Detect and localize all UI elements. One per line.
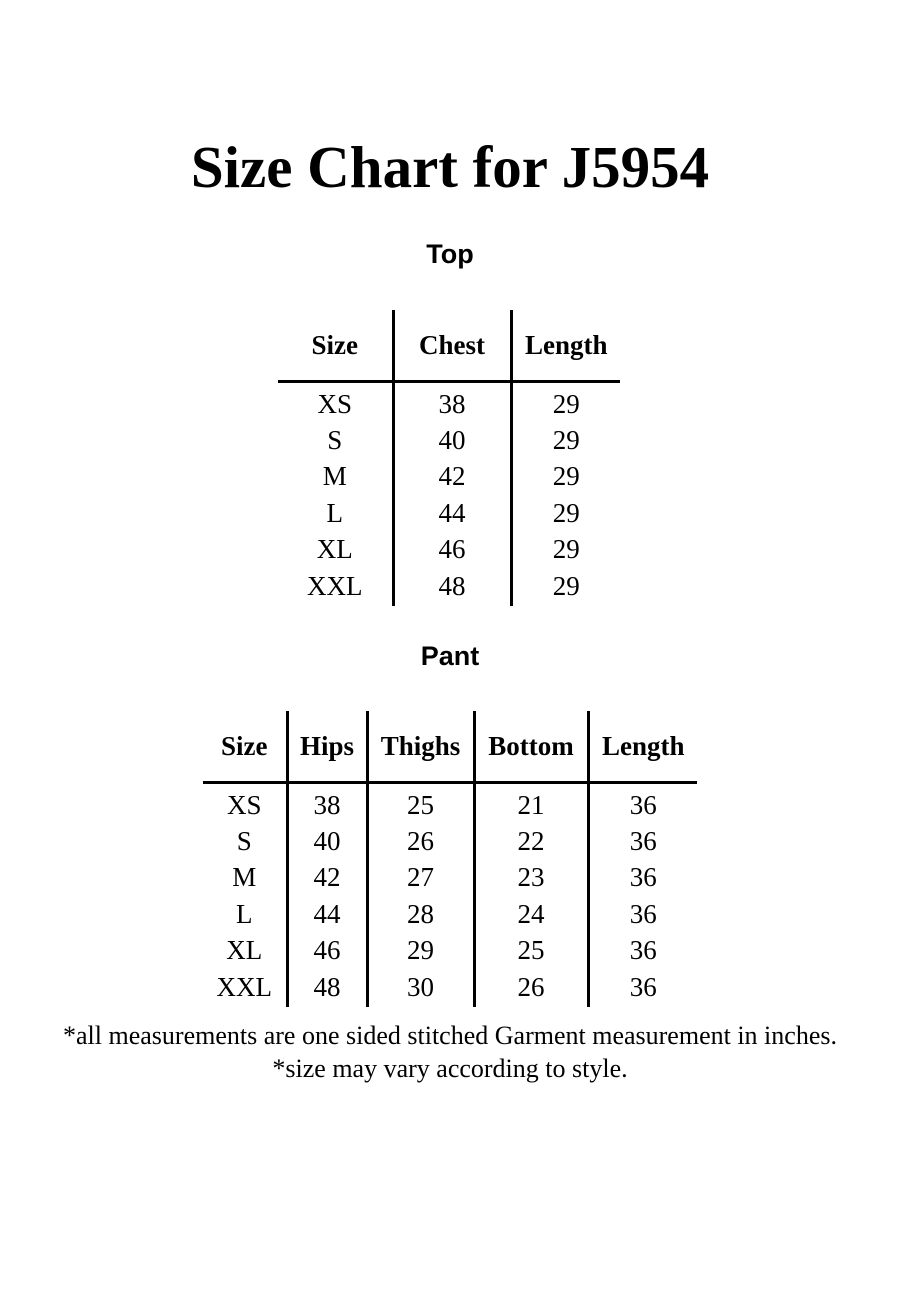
- hips-cell: 42: [287, 860, 367, 896]
- pant-section-title: Pant: [420, 641, 480, 671]
- length-cell: 36: [588, 896, 697, 932]
- chest-cell: 38: [393, 382, 511, 423]
- thighs-cell: 27: [367, 860, 474, 896]
- chest-cell: 42: [393, 459, 511, 495]
- table-header-row: [203, 711, 697, 783]
- column-header-thighs: Thighs: [367, 711, 474, 783]
- hips-cell: 44: [287, 896, 367, 932]
- size-cell: XL: [226, 935, 263, 966]
- bottom-cell: 23: [474, 860, 588, 896]
- pant-size-table: [203, 711, 697, 1007]
- measurement-note: *all measurements are one sided stitched Garment measurement in inches.: [63, 1021, 837, 1050]
- column-header-chest: Chest: [393, 310, 511, 382]
- table-row: [203, 783, 697, 824]
- table-row: [203, 860, 697, 896]
- thighs-cell: 28: [367, 896, 474, 932]
- chest-cell: 40: [393, 422, 511, 458]
- size-cell: XL: [316, 534, 353, 565]
- column-header-length: Length: [588, 711, 697, 783]
- size-cell: XXL: [307, 570, 363, 601]
- length-cell: 36: [588, 860, 697, 896]
- table-header-row: [278, 310, 620, 382]
- column-header-bottom: Bottom: [474, 711, 588, 783]
- chest-cell: 48: [393, 568, 511, 606]
- length-cell: 29: [511, 495, 620, 531]
- table-row: [203, 823, 697, 859]
- bottom-cell: 22: [474, 823, 588, 859]
- table-row: [203, 933, 697, 969]
- column-header-length: Length: [511, 310, 620, 382]
- length-cell: 29: [511, 422, 620, 458]
- column-header-size: Size: [203, 711, 287, 783]
- bottom-cell: 25: [474, 933, 588, 969]
- bottom-cell: 24: [474, 896, 588, 932]
- table-row: [278, 532, 620, 568]
- page-title: Size Chart for J5954: [190, 134, 710, 200]
- length-cell: 29: [511, 532, 620, 568]
- length-cell: 36: [588, 933, 697, 969]
- top-section-title: Top: [426, 239, 474, 269]
- size-cell: XS: [226, 789, 262, 820]
- column-header-hips: Hips: [287, 711, 367, 783]
- chest-cell: 46: [393, 532, 511, 568]
- length-cell: 36: [588, 969, 697, 1007]
- size-cell: XXL: [216, 971, 272, 1002]
- size-cell: M: [322, 461, 347, 492]
- size-cell: M: [232, 862, 257, 893]
- length-cell: 36: [588, 783, 697, 824]
- size-cell: L: [326, 497, 343, 528]
- hips-cell: 38: [287, 783, 367, 824]
- bottom-cell: 21: [474, 783, 588, 824]
- length-cell: 36: [588, 823, 697, 859]
- table-row: [278, 459, 620, 495]
- thighs-cell: 26: [367, 823, 474, 859]
- size-cell: L: [236, 898, 253, 929]
- table-row: [278, 382, 620, 423]
- table-row: [203, 969, 697, 1007]
- size-cell: S: [236, 826, 252, 857]
- chest-cell: 44: [393, 495, 511, 531]
- thighs-cell: 25: [367, 783, 474, 824]
- hips-cell: 46: [287, 933, 367, 969]
- thighs-cell: 30: [367, 969, 474, 1007]
- table-row: [203, 896, 697, 932]
- size-variation-note: *size may vary according to style.: [272, 1054, 628, 1083]
- length-cell: 29: [511, 459, 620, 495]
- table-row: [278, 495, 620, 531]
- column-header-size: Size: [278, 310, 393, 382]
- hips-cell: 40: [287, 823, 367, 859]
- table-row: [278, 568, 620, 606]
- thighs-cell: 29: [367, 933, 474, 969]
- length-cell: 29: [511, 568, 620, 606]
- top-size-table: [278, 310, 620, 606]
- size-cell: XS: [317, 388, 352, 419]
- length-cell: 29: [511, 382, 620, 423]
- table-row: [278, 422, 620, 458]
- hips-cell: 48: [287, 969, 367, 1007]
- bottom-cell: 26: [474, 969, 588, 1007]
- size-cell: S: [327, 425, 343, 456]
